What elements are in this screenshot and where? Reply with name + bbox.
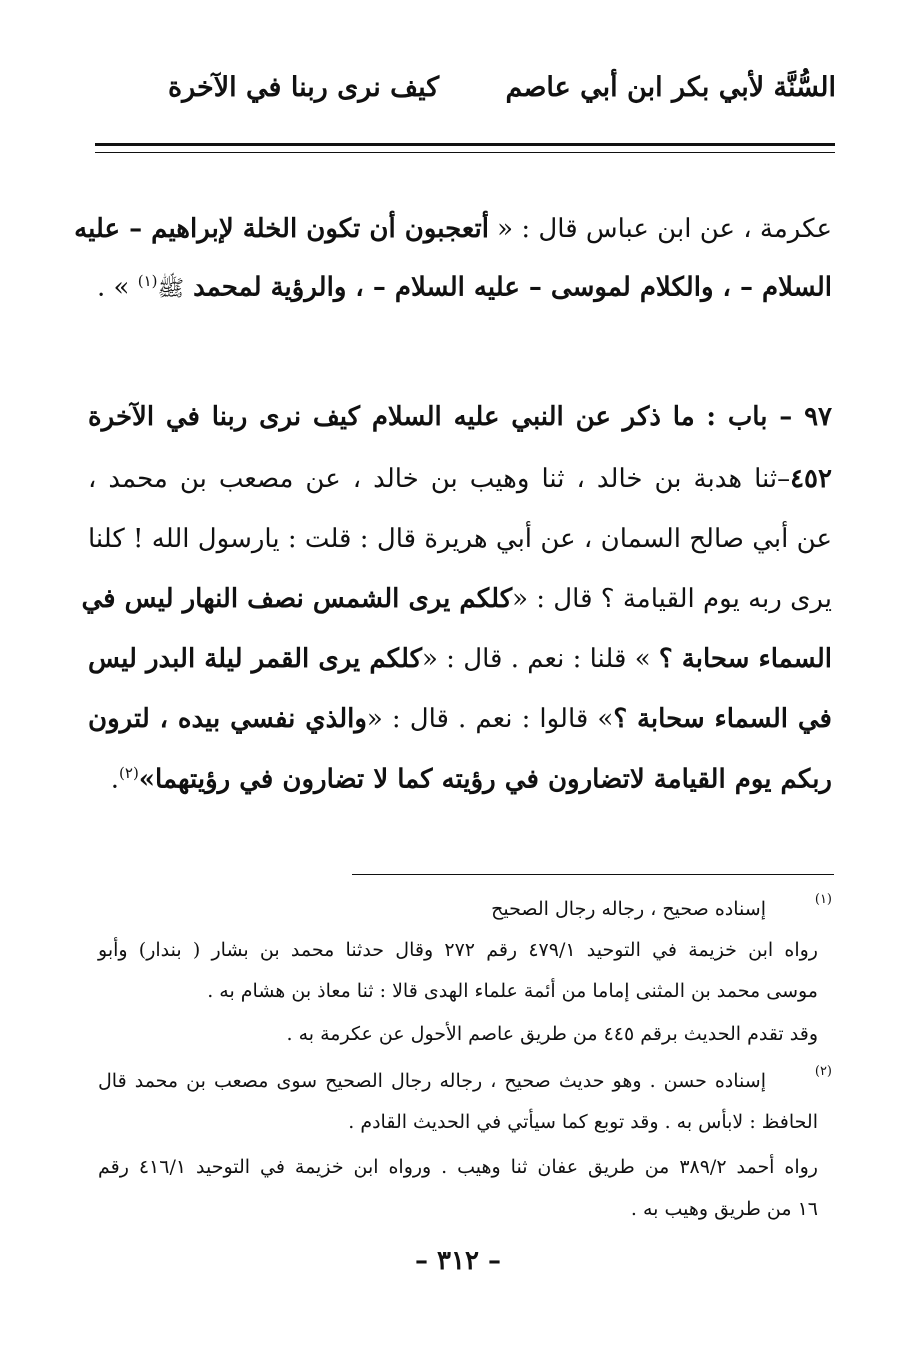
text-line bbox=[74, 214, 832, 264]
footnote-line bbox=[98, 1156, 818, 1178]
footnote-number: (٢) bbox=[814, 1064, 832, 1079]
text-span: » bbox=[138, 764, 156, 795]
footnote-line bbox=[98, 1198, 818, 1220]
hadith-text-bold: كلكم يرى القمر ليلة البدر ليس bbox=[88, 644, 422, 674]
footnote-ref: (١) bbox=[137, 272, 158, 290]
text-span: –ثنا هدبة بن خالد ، ثنا وهيب بن خالد ، عن مصعب بن محمد ، bbox=[88, 464, 791, 494]
text-span: يرى ربه يوم القيامة ؟ قال : « bbox=[512, 584, 832, 614]
salutation-glyph: ﷺ bbox=[157, 276, 185, 302]
footnote-text: إسناده حسن . وهو حديث صحيح ، رجاله رجال الصحيح سوى مصعب بن محمد قال bbox=[98, 1070, 766, 1092]
text-line bbox=[88, 274, 832, 322]
text-span: . bbox=[110, 764, 120, 795]
page-number: – ٣١٢ – bbox=[414, 1246, 502, 1276]
footnote-text: الحافظ : لابأس به . وقد توبع كما سيأتي في الحديث القادم . bbox=[348, 1111, 818, 1133]
text-line bbox=[88, 466, 832, 514]
text-line bbox=[88, 526, 832, 574]
text-span: » قالوا : نعم . قال : « bbox=[366, 704, 614, 734]
hadith-text-bold: ربكم يوم القيامة لاتضارون في رؤيته كما لا تضارون في رؤيتهما bbox=[155, 764, 832, 795]
footnote-text: إسناده صحيح ، رجاله رجال الصحيح bbox=[491, 898, 766, 920]
footnote-text: ١٦ من طريق وهيب به . bbox=[630, 1198, 818, 1220]
hadith-text-bold: والذي نفسي بيده ، لترون bbox=[88, 704, 367, 734]
footnote-ref: (٢) bbox=[119, 764, 139, 782]
hadith-text-bold: في السماء سحابة ؟ bbox=[613, 704, 832, 734]
hadith-text-bold: أتعجبون أن تكون الخلة لإبراهيم – عليه bbox=[74, 214, 489, 244]
text-line bbox=[88, 766, 832, 814]
chapter-title: كيف نرى ربنا في الآخرة bbox=[168, 72, 440, 103]
footnote-line bbox=[98, 980, 818, 1002]
footnote-number: (١) bbox=[814, 892, 832, 907]
hadith-number: ٤٥٢ bbox=[790, 464, 832, 494]
text-line bbox=[88, 706, 832, 754]
footnote-line bbox=[98, 898, 766, 920]
hadith-text-bold: السماء سحابة ؟ bbox=[658, 644, 833, 674]
main-text bbox=[74, 0, 833, 900]
text-span: عن أبي صالح السمان ، عن أبي هريرة قال : قلت : يارسول الله ! كلنا bbox=[88, 524, 832, 554]
footnote-text: رواه أحمد ٣٨٩/٢ من طريق عفان ثنا وهيب . ورواه ابن خزيمة في التوحيد ٤١٦/١ رقم bbox=[98, 1156, 818, 1178]
footnote-line bbox=[98, 939, 818, 961]
hadith-text-bold: السلام – ، والكلام لموسى – عليه السلام – ، والرؤية لمحمد bbox=[184, 272, 832, 303]
text-span: » . bbox=[97, 272, 138, 303]
footnote-line bbox=[98, 1023, 818, 1045]
footnote-line bbox=[98, 1111, 818, 1133]
text-span: » قلنا : نعم . قال : « bbox=[421, 644, 659, 674]
text-line bbox=[88, 646, 832, 694]
footnote-line bbox=[98, 1070, 766, 1092]
footnote-separator bbox=[352, 874, 834, 875]
chapter-heading-text: ٩٧ – باب : ما ذكر عن النبي عليه السلام كيف نرى ربنا في الآخرة bbox=[88, 402, 832, 432]
footnote-text: رواه ابن خزيمة في التوحيد ٤٧٩/١ رقم ٢٧٢ وقال حدثنا محمد بن بشار ( بندار) وأبو bbox=[98, 939, 818, 961]
book-title: السُّنَّة لأبي بكر ابن أبي عاصم bbox=[505, 72, 836, 103]
text-line bbox=[81, 584, 832, 634]
chapter-heading bbox=[88, 404, 832, 452]
footnote-text: وقد تقدم الحديث برقم ٤٤٥ من طريق عاصم الأحول عن عكرمة به . bbox=[286, 1023, 818, 1045]
hadith-text-bold: كلكم يرى الشمس نصف النهار ليس في bbox=[81, 584, 513, 614]
text-span: عكرمة ، عن ابن عباس قال : « bbox=[488, 214, 832, 244]
footnote-text: موسى محمد بن المثنى إماما من أئمة علماء الهدى قالا : ثنا معاذ بن هشام به . bbox=[207, 980, 818, 1002]
